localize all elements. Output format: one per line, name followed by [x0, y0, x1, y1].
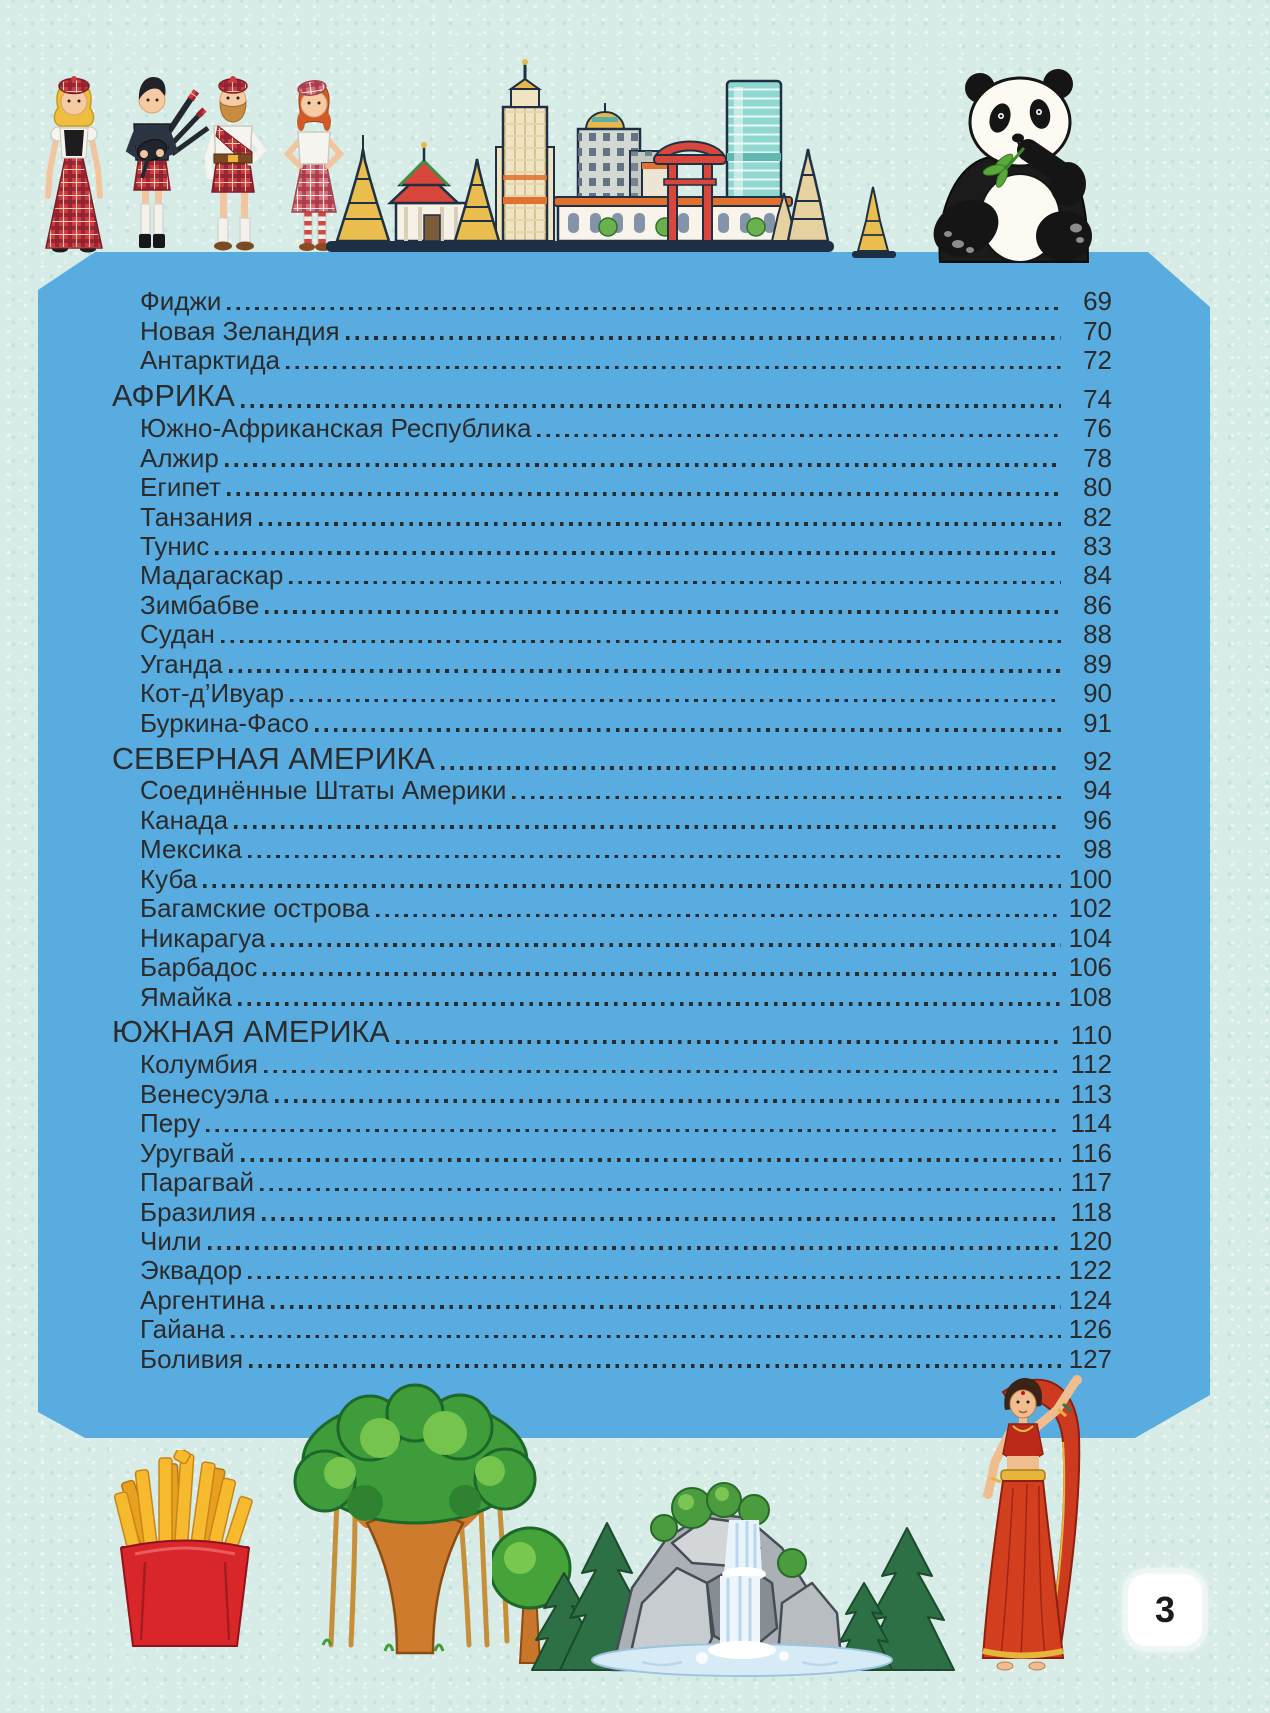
- toc-entry-label: Египет: [140, 472, 221, 503]
- toc-entry-label: Южно-Африканская Республика: [140, 413, 532, 444]
- dot-leader: [262, 1217, 1061, 1221]
- toc-row: [112, 1256, 1112, 1285]
- dot-leader: [396, 1040, 1061, 1044]
- toc-entry-label: Аргентина: [140, 1284, 265, 1315]
- toc-entry-page: 86: [1083, 589, 1112, 620]
- toc-entry-page: 106: [1068, 952, 1112, 983]
- toc-row: [112, 982, 1112, 1011]
- toc-entry-label: Кот-д’Ивуар: [140, 678, 285, 709]
- toc-entry-page: 74: [1083, 383, 1112, 414]
- toc-entry-label: Ямайка: [140, 981, 233, 1012]
- toc-row: [112, 502, 1112, 531]
- toc-entry-label: Барбадос: [140, 952, 258, 983]
- dot-leader: [225, 463, 1061, 467]
- toc-entry-label: Алжир: [140, 442, 219, 473]
- toc-entry-label: Эквадор: [140, 1255, 243, 1286]
- dot-leader: [290, 699, 1061, 703]
- dot-leader: [227, 307, 1061, 311]
- toc-row: [112, 1109, 1112, 1138]
- toc-row: [112, 805, 1112, 834]
- toc-entry-label: Бразилия: [140, 1196, 256, 1227]
- toc-entry-label: Антарктида: [140, 345, 280, 376]
- toc-entry-label: Буркина-Фасо: [140, 707, 310, 738]
- toc-entry-label: АФРИКА: [112, 379, 235, 414]
- toc-entry-label: Венесуэла: [140, 1078, 269, 1109]
- dot-leader: [227, 492, 1061, 496]
- toc-entry-page: 100: [1068, 863, 1112, 894]
- toc-entry-page: 91: [1083, 707, 1112, 738]
- toc-entry-page: 127: [1068, 1343, 1112, 1374]
- toc-entry-label: Соединённые Штаты Америки: [140, 775, 507, 806]
- toc-entry-page: 122: [1068, 1255, 1112, 1286]
- toc-entry-label: Мексика: [140, 834, 243, 865]
- dot-leader: [249, 1364, 1061, 1368]
- toc-row: [112, 1079, 1112, 1108]
- toc-entry-label: Мадагаскар: [140, 560, 284, 591]
- toc-entry-page: 110: [1070, 1019, 1112, 1050]
- dot-leader: [229, 669, 1061, 673]
- dot-leader: [259, 522, 1061, 526]
- toc-row: [112, 1315, 1112, 1344]
- toc-entry-label: Никарагуа: [140, 922, 266, 953]
- toc-entry-page: 114: [1070, 1108, 1112, 1139]
- french-fries-illustration: [105, 1450, 265, 1650]
- toc-row: [112, 923, 1112, 952]
- dot-leader: [441, 766, 1061, 770]
- dot-leader: [346, 336, 1061, 340]
- toc-row: [112, 590, 1112, 619]
- toc-row: [112, 443, 1112, 472]
- dot-leader: [315, 728, 1061, 732]
- toc-row: [112, 561, 1112, 590]
- toc-row: [112, 1227, 1112, 1256]
- toc-entry-label: Перу: [140, 1108, 201, 1139]
- toc-row: [112, 1197, 1112, 1226]
- toc-entry-label: Уругвай: [140, 1137, 235, 1168]
- toc-row: [112, 316, 1112, 345]
- toc-entry-label: Зимбабве: [140, 589, 260, 620]
- dot-leader: [215, 551, 1061, 555]
- page-number-value: 3: [1154, 1589, 1176, 1630]
- dot-leader: [238, 1002, 1061, 1006]
- toc-entry-page: 124: [1068, 1284, 1112, 1315]
- page-number: [1128, 1574, 1202, 1646]
- dot-leader: [241, 1158, 1061, 1162]
- toc-row: [112, 1168, 1112, 1197]
- toc-row: [112, 287, 1112, 316]
- dot-leader: [286, 366, 1061, 370]
- toc-row: [112, 1015, 1112, 1050]
- toc-row: [112, 1285, 1112, 1314]
- toc-row: [112, 473, 1112, 502]
- dot-leader: [263, 972, 1061, 976]
- toc-entry-label: Судан: [140, 619, 215, 650]
- dot-leader: [248, 1276, 1061, 1280]
- dot-leader: [537, 434, 1061, 438]
- toc-row: [112, 532, 1112, 561]
- toc-entry-label: Гайана: [140, 1314, 225, 1345]
- toc-row: [112, 1138, 1112, 1167]
- toc-row: [112, 649, 1112, 678]
- toc-row: [112, 379, 1112, 414]
- toc-entry-page: 116: [1070, 1137, 1112, 1168]
- dot-leader: [221, 640, 1061, 644]
- dot-leader: [275, 1099, 1061, 1103]
- dot-leader: [265, 610, 1061, 614]
- toc-entry-label: СЕВЕРНАЯ АМЕРИКА: [112, 741, 435, 776]
- toc-entry-page: 98: [1083, 834, 1112, 865]
- toc-entry-label: Багамские острова: [140, 893, 370, 924]
- table-of-contents: [112, 287, 1112, 1374]
- dot-leader: [203, 884, 1061, 888]
- toc-entry-page: 83: [1083, 530, 1112, 561]
- toc-entry-page: 72: [1083, 345, 1112, 376]
- toc-entry-page: 90: [1083, 678, 1112, 709]
- toc-entry-page: 120: [1068, 1226, 1112, 1256]
- toc-entry-page: 112: [1070, 1049, 1112, 1080]
- dot-leader: [206, 1129, 1061, 1133]
- toc-entry-label: Колумбия: [140, 1049, 258, 1080]
- toc-row: [112, 1344, 1112, 1373]
- toc-entry-page: 104: [1068, 922, 1112, 953]
- dot-leader: [289, 581, 1061, 585]
- dot-leader: [260, 1188, 1061, 1192]
- toc-entry-page: 84: [1083, 560, 1112, 591]
- toc-entry-label: Куба: [140, 863, 198, 894]
- toc-entry-label: Уганда: [140, 648, 223, 679]
- toc-entry-page: 102: [1068, 893, 1112, 924]
- toc-entry-page: 117: [1070, 1167, 1112, 1198]
- toc-row: [112, 776, 1112, 805]
- toc-row: [112, 414, 1112, 443]
- toc-entry-page: 78: [1083, 442, 1112, 473]
- toc-row: [112, 708, 1112, 737]
- toc-entry-page: 80: [1083, 472, 1112, 503]
- dot-leader: [241, 404, 1061, 408]
- bangkok-skyline-illustration: [320, 55, 900, 260]
- toc-row: [112, 894, 1112, 923]
- toc-entry-label: ЮЖНАЯ АМЕРИКА: [112, 1015, 390, 1050]
- toc-row: [112, 620, 1112, 649]
- toc-entry-page: 69: [1083, 286, 1112, 317]
- toc-entry-label: Боливия: [140, 1343, 244, 1374]
- dot-leader: [512, 796, 1061, 800]
- toc-entry-page: 113: [1070, 1078, 1112, 1109]
- toc-row: [112, 346, 1112, 375]
- dot-leader: [271, 943, 1061, 947]
- dot-leader: [376, 914, 1061, 918]
- toc-entry-page: 76: [1083, 413, 1112, 444]
- toc-entry-page: 88: [1083, 619, 1112, 650]
- toc-entry-page: 70: [1083, 315, 1112, 346]
- dot-leader: [234, 825, 1061, 829]
- dot-leader: [248, 855, 1061, 859]
- toc-entry-label: Новая Зеландия: [140, 315, 340, 346]
- panda-illustration: [928, 66, 1093, 266]
- toc-entry-label: Фиджи: [140, 286, 222, 317]
- toc-entry-label: Тунис: [140, 530, 210, 561]
- indian-dancer-illustration: [975, 1358, 1095, 1693]
- toc-entry-page: 92: [1083, 746, 1112, 776]
- dot-leader: [264, 1070, 1061, 1074]
- toc-row: [112, 741, 1112, 776]
- dot-leader: [271, 1305, 1061, 1309]
- toc-entry-page: 89: [1083, 648, 1112, 679]
- toc-entry-page: 126: [1068, 1314, 1112, 1345]
- toc-row: [112, 1050, 1112, 1079]
- toc-row: [112, 679, 1112, 708]
- toc-entry-label: Чили: [140, 1226, 202, 1256]
- toc-row: [112, 864, 1112, 893]
- toc-entry-page: 118: [1070, 1196, 1112, 1227]
- dot-leader: [208, 1246, 1061, 1250]
- toc-entry-label: Танзания: [140, 501, 253, 532]
- toc-entry-label: Парагвай: [140, 1167, 255, 1198]
- toc-entry-page: 94: [1083, 775, 1112, 806]
- toc-entry-label: Канада: [140, 804, 229, 835]
- waterfall-illustration: [492, 1378, 962, 1678]
- toc-row: [112, 953, 1112, 982]
- toc-row: [112, 835, 1112, 864]
- toc-entry-page: 96: [1083, 804, 1112, 835]
- dot-leader: [231, 1335, 1061, 1339]
- toc-entry-page: 108: [1068, 981, 1112, 1012]
- toc-entry-page: 82: [1083, 501, 1112, 532]
